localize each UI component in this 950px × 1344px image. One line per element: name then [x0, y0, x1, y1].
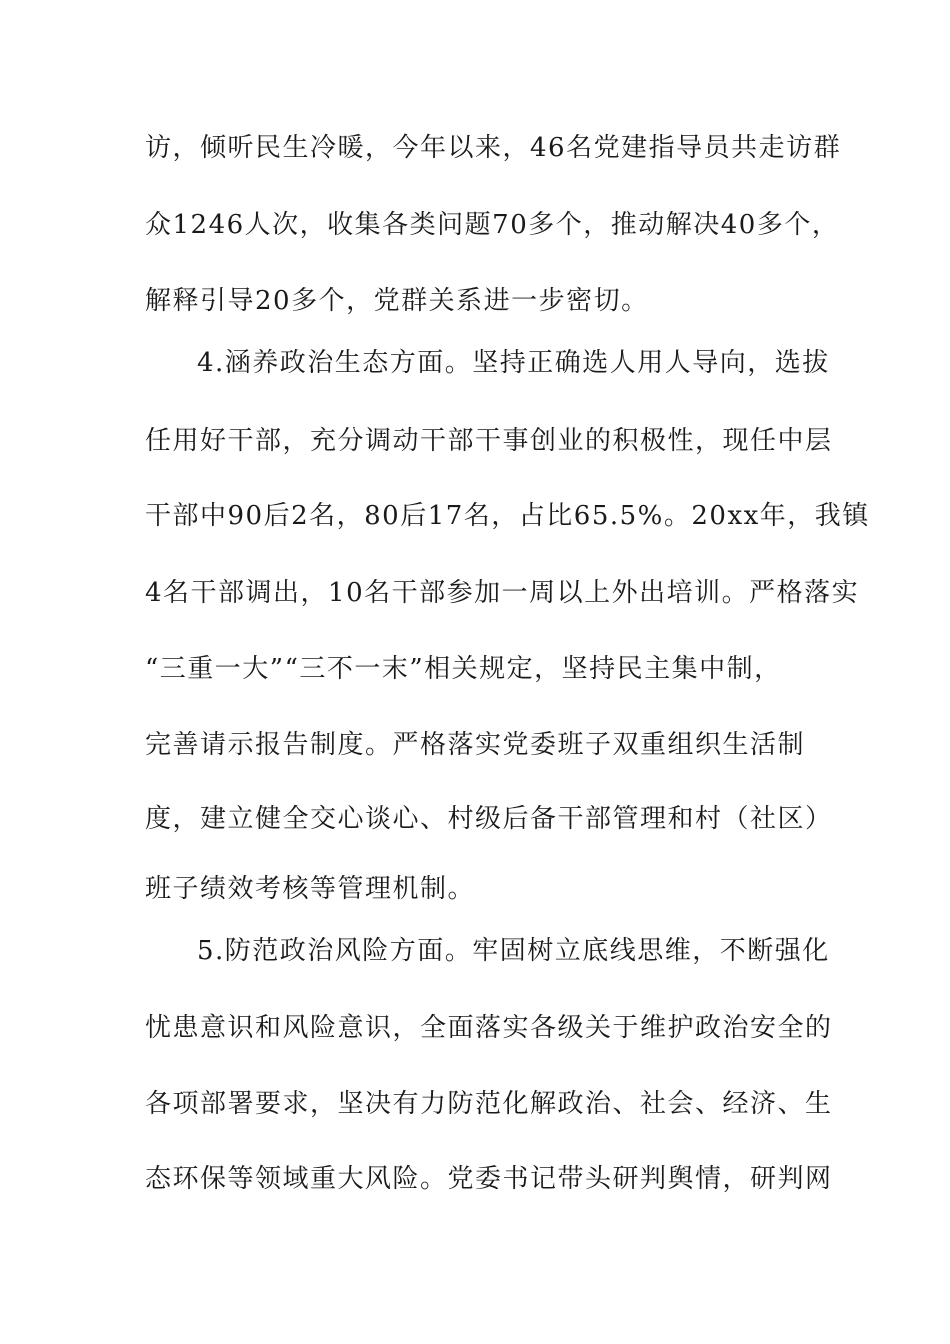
text-line: 态环保等领域重大风险。党委书记带头研判舆情，研判网	[145, 1164, 833, 1194]
text-line: 4名干部调出，10名干部参加一周以上外出培训。严格落实	[145, 578, 860, 608]
text-line: 众1246人次，收集各类问题70多个，推动解决40多个，	[145, 210, 840, 240]
text-line: 度，建立健全交心谈心、村级后备干部管理和村（社区）	[145, 804, 833, 834]
text-line: 完善请示报告制度。严格落实党委班子双重组织生活制	[145, 730, 806, 760]
paragraph-4-heading-line: 4.涵养政治生态方面。坚持正确选人用人导向，选拔	[197, 348, 830, 378]
text-line: 忧患意识和风险意识，全面落实各级关于维护政治安全的	[145, 1013, 833, 1043]
text-line: 各项部署要求，坚决有力防范化解政治、社会、经济、生	[145, 1089, 833, 1119]
text-line: 任用好干部，充分调动干部干事创业的积极性，现任中层	[145, 426, 833, 456]
text-line: 干部中90后2名，80后17名，占比65.5%。20xx年，我镇	[145, 501, 870, 531]
text-line: 班子绩效考核等管理机制。	[145, 874, 476, 904]
paragraph-5-heading-line: 5.防范政治风险方面。牢固树立底线思维，不断强化	[197, 936, 830, 966]
text-line: 访，倾听民生冷暖，今年以来，46名党建指导员共走访群	[145, 133, 842, 163]
text-line: 解释引导20多个，党群关系进一步密切。	[145, 286, 649, 316]
text-line: “三重一大”“三不一末”相关规定，坚持民主集中制，	[145, 654, 782, 684]
